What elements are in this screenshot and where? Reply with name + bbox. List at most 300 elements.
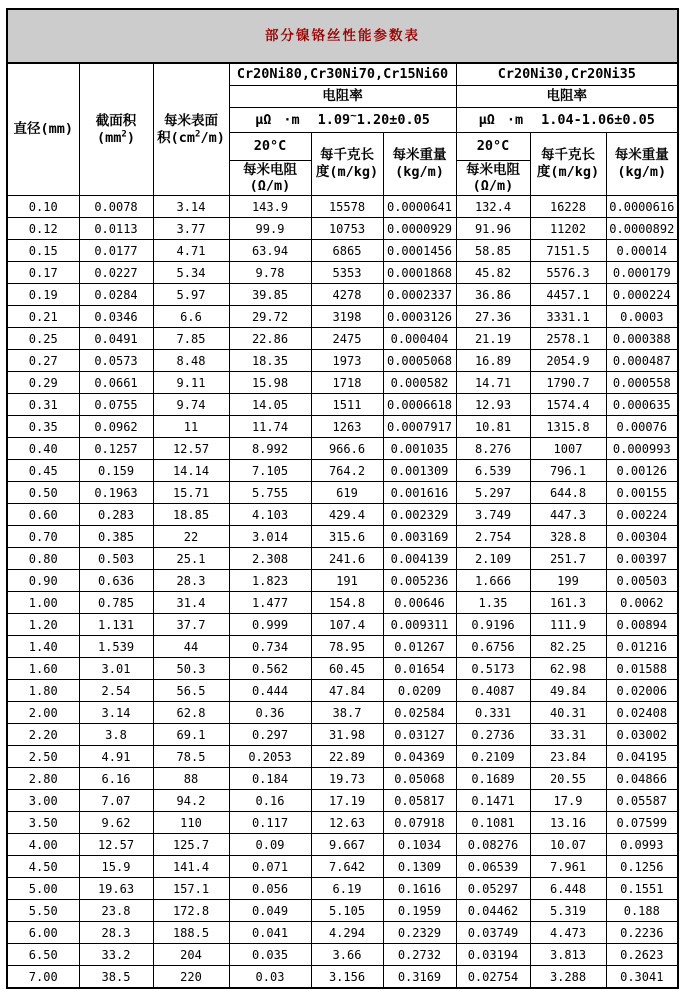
- table-cell: 3.14: [153, 196, 229, 218]
- table-cell: 0.0078: [79, 196, 153, 218]
- table-row: [7, 614, 678, 636]
- table-cell: 94.2: [153, 790, 229, 812]
- table-row: [7, 592, 678, 614]
- table-cell: 172.8: [153, 900, 229, 922]
- group-b-range: 1.04-1.06±0.05: [541, 111, 655, 128]
- table-cell: 18.35: [229, 350, 311, 372]
- table-cell: 91.96: [456, 218, 530, 240]
- table-row: [7, 768, 678, 790]
- table-row: [7, 702, 678, 724]
- table-cell: 62.8: [153, 702, 229, 724]
- table-cell: 0.1257: [79, 438, 153, 460]
- table-cell: 5.105: [311, 900, 383, 922]
- table-cell: 220: [153, 966, 229, 989]
- table-cell: 31.4: [153, 592, 229, 614]
- table-cell: 17.19: [311, 790, 383, 812]
- table-cell: 3.813: [530, 944, 606, 966]
- table-cell: 0.5173: [456, 658, 530, 680]
- table-cell: 3.8: [79, 724, 153, 746]
- table-cell: 111.9: [530, 614, 606, 636]
- table-cell: 33.2: [79, 944, 153, 966]
- page-title: 部分镍铬丝性能参数表: [7, 9, 678, 63]
- group-b-resistivity-label: 电阻率: [456, 86, 678, 108]
- table-cell: 3.288: [530, 966, 606, 989]
- table-cell: 0.02754: [456, 966, 530, 989]
- group-a-weight-header: [383, 133, 456, 196]
- table-row: [7, 416, 678, 438]
- table-cell: 0.0661: [79, 372, 153, 394]
- table-cell: 0.041: [229, 922, 311, 944]
- table-cell: 0.36: [229, 702, 311, 724]
- table-cell: 0.00014: [606, 240, 678, 262]
- table-row: [7, 548, 678, 570]
- table-cell: 0.188: [606, 900, 678, 922]
- table-cell: 3.00: [7, 790, 79, 812]
- table-cell: 0.117: [229, 812, 311, 834]
- group-a-resistance-line1: 每米电阻: [243, 162, 297, 178]
- table-cell: 19.73: [311, 768, 383, 790]
- table-cell: 9.667: [311, 834, 383, 856]
- table-cell: 88: [153, 768, 229, 790]
- group-b-alloys-header: Cr20Ni30,Cr20Ni35: [456, 63, 678, 86]
- table-cell: 2578.1: [530, 328, 606, 350]
- table-cell: 0.071: [229, 856, 311, 878]
- table-cell: 0.50: [7, 482, 79, 504]
- table-cell: 10753: [311, 218, 383, 240]
- table-cell: 0.40: [7, 438, 79, 460]
- table-cell: 39.85: [229, 284, 311, 306]
- table-body: [7, 196, 678, 989]
- table-cell: 5.00: [7, 878, 79, 900]
- table-cell: 0.12: [7, 218, 79, 240]
- group-b-temp-label: 20°C: [457, 133, 530, 161]
- table-row: [7, 394, 678, 416]
- table-cell: 5353: [311, 262, 383, 284]
- table-cell: 4.473: [530, 922, 606, 944]
- table-cell: 1.40: [7, 636, 79, 658]
- table-cell: 38.5: [79, 966, 153, 989]
- table-cell: 0.0000641: [383, 196, 456, 218]
- table-cell: 3.50: [7, 812, 79, 834]
- table-cell: 10.07: [530, 834, 606, 856]
- table-cell: 7.105: [229, 460, 311, 482]
- table-cell: 1.477: [229, 592, 311, 614]
- table-cell: 0.000404: [383, 328, 456, 350]
- table-row: [7, 746, 678, 768]
- table-cell: 2.754: [456, 526, 530, 548]
- table-cell: 0.03194: [456, 944, 530, 966]
- table-cell: 19.63: [79, 878, 153, 900]
- table-cell: 3.66: [311, 944, 383, 966]
- table-cell: 0.1309: [383, 856, 456, 878]
- table-cell: 4.91: [79, 746, 153, 768]
- table-cell: 15578: [311, 196, 383, 218]
- group-a-resistivity-spec: [229, 108, 456, 133]
- table-cell: 22: [153, 526, 229, 548]
- table-cell: 125.7: [153, 834, 229, 856]
- table-cell: 0.2736: [456, 724, 530, 746]
- table-cell: 29.72: [229, 306, 311, 328]
- table-cell: 6.448: [530, 878, 606, 900]
- table-cell: 0.0284: [79, 284, 153, 306]
- table-cell: 9.62: [79, 812, 153, 834]
- table-cell: 0.00126: [606, 460, 678, 482]
- table-row: [7, 262, 678, 284]
- table-cell: 0.001035: [383, 438, 456, 460]
- table-cell: 15.9: [79, 856, 153, 878]
- table-cell: 4.103: [229, 504, 311, 526]
- table-cell: 0.2109: [456, 746, 530, 768]
- table-cell: 0.10: [7, 196, 79, 218]
- table-cell: 0.3041: [606, 966, 678, 989]
- group-a-alloys-header: Cr20Ni80,Cr30Ni70,Cr15Ni60: [229, 63, 456, 86]
- table-row: [7, 966, 678, 989]
- table-cell: 251.7: [530, 548, 606, 570]
- table-cell: 69.1: [153, 724, 229, 746]
- table-cell: 2.00: [7, 702, 79, 724]
- table-cell: 4.71: [153, 240, 229, 262]
- table-cell: 1574.4: [530, 394, 606, 416]
- table-cell: 47.84: [311, 680, 383, 702]
- table-cell: 17.9: [530, 790, 606, 812]
- table-cell: 1790.7: [530, 372, 606, 394]
- table-row: [7, 460, 678, 482]
- table-cell: 0.0005068: [383, 350, 456, 372]
- col-header-cross-section: [79, 63, 153, 196]
- table-cell: 0.03127: [383, 724, 456, 746]
- table-cell: 107.4: [311, 614, 383, 636]
- group-b-weight-line2: (kg/m): [617, 164, 667, 180]
- table-cell: 15.71: [153, 482, 229, 504]
- title-row: [7, 9, 678, 63]
- table-cell: 99.9: [229, 218, 311, 240]
- table-cell: 764.2: [311, 460, 383, 482]
- table-cell: 20.55: [530, 768, 606, 790]
- table-cell: 0.21: [7, 306, 79, 328]
- table-row: [7, 878, 678, 900]
- table-cell: 5.50: [7, 900, 79, 922]
- table-cell: 14.14: [153, 460, 229, 482]
- table-cell: 1.35: [456, 592, 530, 614]
- table-cell: 143.9: [229, 196, 311, 218]
- table-cell: 0.000635: [606, 394, 678, 416]
- table-cell: 0.00397: [606, 548, 678, 570]
- table-cell: 0.503: [79, 548, 153, 570]
- surface-label-line1: 每米表面: [164, 112, 218, 129]
- table-cell: 191: [311, 570, 383, 592]
- header-row-alloys: [7, 63, 678, 86]
- table-cell: 0.297: [229, 724, 311, 746]
- table-cell: 3.156: [311, 966, 383, 989]
- table-cell: 0.002329: [383, 504, 456, 526]
- table-cell: 1.60: [7, 658, 79, 680]
- table-cell: 36.86: [456, 284, 530, 306]
- table-cell: 11.74: [229, 416, 311, 438]
- table-cell: 6.50: [7, 944, 79, 966]
- table-cell: 1.80: [7, 680, 79, 702]
- group-a-length-line2: 度(m/kg): [315, 164, 379, 180]
- table-cell: 0.0007917: [383, 416, 456, 438]
- table-cell: 0.01654: [383, 658, 456, 680]
- table-cell: 6.16: [79, 768, 153, 790]
- table-cell: 328.8: [530, 526, 606, 548]
- table-cell: 0.562: [229, 658, 311, 680]
- table-cell: 110: [153, 812, 229, 834]
- table-row: [7, 218, 678, 240]
- group-a-range: 1.09~1.20±0.05: [317, 108, 430, 128]
- table-cell: 0.005236: [383, 570, 456, 592]
- group-a-resistivity-label: 电阻率: [229, 86, 456, 108]
- table-cell: 0.1959: [383, 900, 456, 922]
- table-cell: 0.80: [7, 548, 79, 570]
- table-cell: 7.961: [530, 856, 606, 878]
- table-cell: 0.00155: [606, 482, 678, 504]
- table-cell: 0.0000892: [606, 218, 678, 240]
- table-cell: 0.000582: [383, 372, 456, 394]
- table-cell: 0.00503: [606, 570, 678, 592]
- table-cell: 5.34: [153, 262, 229, 284]
- table-row: [7, 636, 678, 658]
- table-cell: 3.77: [153, 218, 229, 240]
- table-cell: 0.0491: [79, 328, 153, 350]
- table-cell: 2.50: [7, 746, 79, 768]
- table-cell: 1315.8: [530, 416, 606, 438]
- table-cell: 0.0346: [79, 306, 153, 328]
- table-cell: 0.01267: [383, 636, 456, 658]
- table-row: [7, 900, 678, 922]
- table-cell: 429.4: [311, 504, 383, 526]
- table-cell: 0.001309: [383, 460, 456, 482]
- table-cell: 9.11: [153, 372, 229, 394]
- table-cell: 5.755: [229, 482, 311, 504]
- group-a-unit-m: ·m: [283, 111, 300, 128]
- table-cell: 0.004139: [383, 548, 456, 570]
- table-cell: 0.19: [7, 284, 79, 306]
- table-cell: 2.109: [456, 548, 530, 570]
- table-cell: 8.992: [229, 438, 311, 460]
- table-cell: 49.84: [530, 680, 606, 702]
- table-cell: 82.25: [530, 636, 606, 658]
- table-cell: 33.31: [530, 724, 606, 746]
- table-cell: 12.63: [311, 812, 383, 834]
- table-cell: 38.7: [311, 702, 383, 724]
- table-cell: 0.0062: [606, 592, 678, 614]
- table-cell: 0.0177: [79, 240, 153, 262]
- table-cell: 0.000993: [606, 438, 678, 460]
- table-row: [7, 284, 678, 306]
- table-row: [7, 328, 678, 350]
- table-cell: 0.3169: [383, 966, 456, 989]
- table-cell: 1.20: [7, 614, 79, 636]
- table-cell: 22.86: [229, 328, 311, 350]
- table-row: [7, 306, 678, 328]
- area-label-line1: 截面积: [95, 112, 137, 129]
- table-cell: 0.159: [79, 460, 153, 482]
- table-cell: 10.81: [456, 416, 530, 438]
- table-cell: 1718: [311, 372, 383, 394]
- table-cell: 0.0113: [79, 218, 153, 240]
- table-cell: 2054.9: [530, 350, 606, 372]
- table-cell: 12.57: [153, 438, 229, 460]
- table-row: [7, 504, 678, 526]
- table-cell: 62.98: [530, 658, 606, 680]
- group-b-weight-line1: 每米重量: [614, 147, 669, 163]
- table-cell: 4278: [311, 284, 383, 306]
- table-cell: 2.20: [7, 724, 79, 746]
- table-cell: 78.95: [311, 636, 383, 658]
- table-cell: 0.15: [7, 240, 79, 262]
- table-cell: 241.6: [311, 548, 383, 570]
- group-b-resistivity-spec: [456, 108, 678, 133]
- table-cell: 0.0993: [606, 834, 678, 856]
- table-cell: 28.3: [79, 922, 153, 944]
- group-b-length-line1: 每千克长: [541, 147, 595, 163]
- group-b-resistance-header: [456, 133, 530, 196]
- table-cell: 45.82: [456, 262, 530, 284]
- table-cell: 0.001616: [383, 482, 456, 504]
- table-cell: 1007: [530, 438, 606, 460]
- table-cell: 13.16: [530, 812, 606, 834]
- group-a-weight-line1: 每米重量: [392, 147, 447, 163]
- table-cell: 6865: [311, 240, 383, 262]
- table-cell: 0.04369: [383, 746, 456, 768]
- table-cell: 315.6: [311, 526, 383, 548]
- table-cell: 0.0000616: [606, 196, 678, 218]
- table-cell: 18.85: [153, 504, 229, 526]
- table-cell: 0.056: [229, 878, 311, 900]
- table-cell: 0.1689: [456, 768, 530, 790]
- table-cell: 1.00: [7, 592, 79, 614]
- table-cell: 0.00894: [606, 614, 678, 636]
- group-a-resistance-line2: (Ω/m): [249, 178, 291, 194]
- table-cell: 0.0962: [79, 416, 153, 438]
- table-cell: 0.003169: [383, 526, 456, 548]
- table-cell: 7.07: [79, 790, 153, 812]
- table-cell: 0.385: [79, 526, 153, 548]
- table-cell: 0.00224: [606, 504, 678, 526]
- table-cell: 0.05068: [383, 768, 456, 790]
- group-b-resistance-line1: 每米电阻: [466, 162, 520, 178]
- table-cell: 0.4087: [456, 680, 530, 702]
- table-cell: 0.07918: [383, 812, 456, 834]
- table-cell: 56.5: [153, 680, 229, 702]
- table-row: [7, 240, 678, 262]
- table-cell: 0.03002: [606, 724, 678, 746]
- table-cell: 0.000558: [606, 372, 678, 394]
- table-cell: 3.014: [229, 526, 311, 548]
- table-cell: 23.8: [79, 900, 153, 922]
- table-cell: 0.6756: [456, 636, 530, 658]
- table-cell: 161.3: [530, 592, 606, 614]
- table-row: [7, 526, 678, 548]
- table-cell: 141.4: [153, 856, 229, 878]
- table-row: [7, 658, 678, 680]
- table-cell: 60.45: [311, 658, 383, 680]
- table-cell: 6.539: [456, 460, 530, 482]
- group-a-length-line1: 每千克长: [320, 147, 374, 163]
- table-cell: 0.1256: [606, 856, 678, 878]
- table-cell: 5.297: [456, 482, 530, 504]
- table-cell: 0.1081: [456, 812, 530, 834]
- table-cell: 644.8: [530, 482, 606, 504]
- table-cell: 11202: [530, 218, 606, 240]
- table-row: [7, 350, 678, 372]
- table-cell: 0.05817: [383, 790, 456, 812]
- table-cell: 5.319: [530, 900, 606, 922]
- table-cell: 16228: [530, 196, 606, 218]
- table-cell: 50.3: [153, 658, 229, 680]
- table-cell: 0.70: [7, 526, 79, 548]
- table-cell: 15.98: [229, 372, 311, 394]
- table-cell: 6.00: [7, 922, 79, 944]
- table-cell: 0.03749: [456, 922, 530, 944]
- table-cell: 21.19: [456, 328, 530, 350]
- table-cell: 0.2623: [606, 944, 678, 966]
- table-cell: 0.2236: [606, 922, 678, 944]
- table-cell: 199: [530, 570, 606, 592]
- table-cell: 14.05: [229, 394, 311, 416]
- table-cell: 0.02006: [606, 680, 678, 702]
- table-cell: 0.04866: [606, 768, 678, 790]
- table-cell: 0.0003126: [383, 306, 456, 328]
- table-cell: 0.999: [229, 614, 311, 636]
- table-cell: 28.3: [153, 570, 229, 592]
- table-cell: 1.539: [79, 636, 153, 658]
- table-cell: 2.80: [7, 768, 79, 790]
- group-b-resistance-line2: (Ω/m): [472, 178, 514, 194]
- table-cell: 1511: [311, 394, 383, 416]
- table-cell: 447.3: [530, 504, 606, 526]
- table-cell: 11: [153, 416, 229, 438]
- table-cell: 0.000179: [606, 262, 678, 284]
- table-cell: 3198: [311, 306, 383, 328]
- table-cell: 132.4: [456, 196, 530, 218]
- table-cell: 4.50: [7, 856, 79, 878]
- table-cell: 0.00076: [606, 416, 678, 438]
- table-cell: 0.049: [229, 900, 311, 922]
- table-cell: 0.1551: [606, 878, 678, 900]
- table-cell: 0.09: [229, 834, 311, 856]
- table-cell: 0.29: [7, 372, 79, 394]
- table-cell: 0.2329: [383, 922, 456, 944]
- table-cell: 6.6: [153, 306, 229, 328]
- group-a-resistance-header: [229, 133, 311, 196]
- table-cell: 25.1: [153, 548, 229, 570]
- table-cell: 14.71: [456, 372, 530, 394]
- table-cell: 0.785: [79, 592, 153, 614]
- table-cell: 0.0573: [79, 350, 153, 372]
- table-row: [7, 834, 678, 856]
- table-cell: 0.2732: [383, 944, 456, 966]
- table-cell: 0.04195: [606, 746, 678, 768]
- table-cell: 0.03: [229, 966, 311, 989]
- table-cell: 4457.1: [530, 284, 606, 306]
- table-cell: 8.48: [153, 350, 229, 372]
- table-cell: 0.45: [7, 460, 79, 482]
- table-cell: 0.17: [7, 262, 79, 284]
- table-cell: 0.07599: [606, 812, 678, 834]
- table-cell: 0.636: [79, 570, 153, 592]
- table-cell: 157.1: [153, 878, 229, 900]
- group-b-length-line2: 度(m/kg): [536, 164, 600, 180]
- table-cell: 4.294: [311, 922, 383, 944]
- table-cell: 0.9196: [456, 614, 530, 636]
- table-cell: 0.0227: [79, 262, 153, 284]
- group-b-unit-mu: μΩ: [478, 111, 495, 128]
- table-cell: 4.00: [7, 834, 79, 856]
- table-cell: 0.35: [7, 416, 79, 438]
- table-cell: 12.93: [456, 394, 530, 416]
